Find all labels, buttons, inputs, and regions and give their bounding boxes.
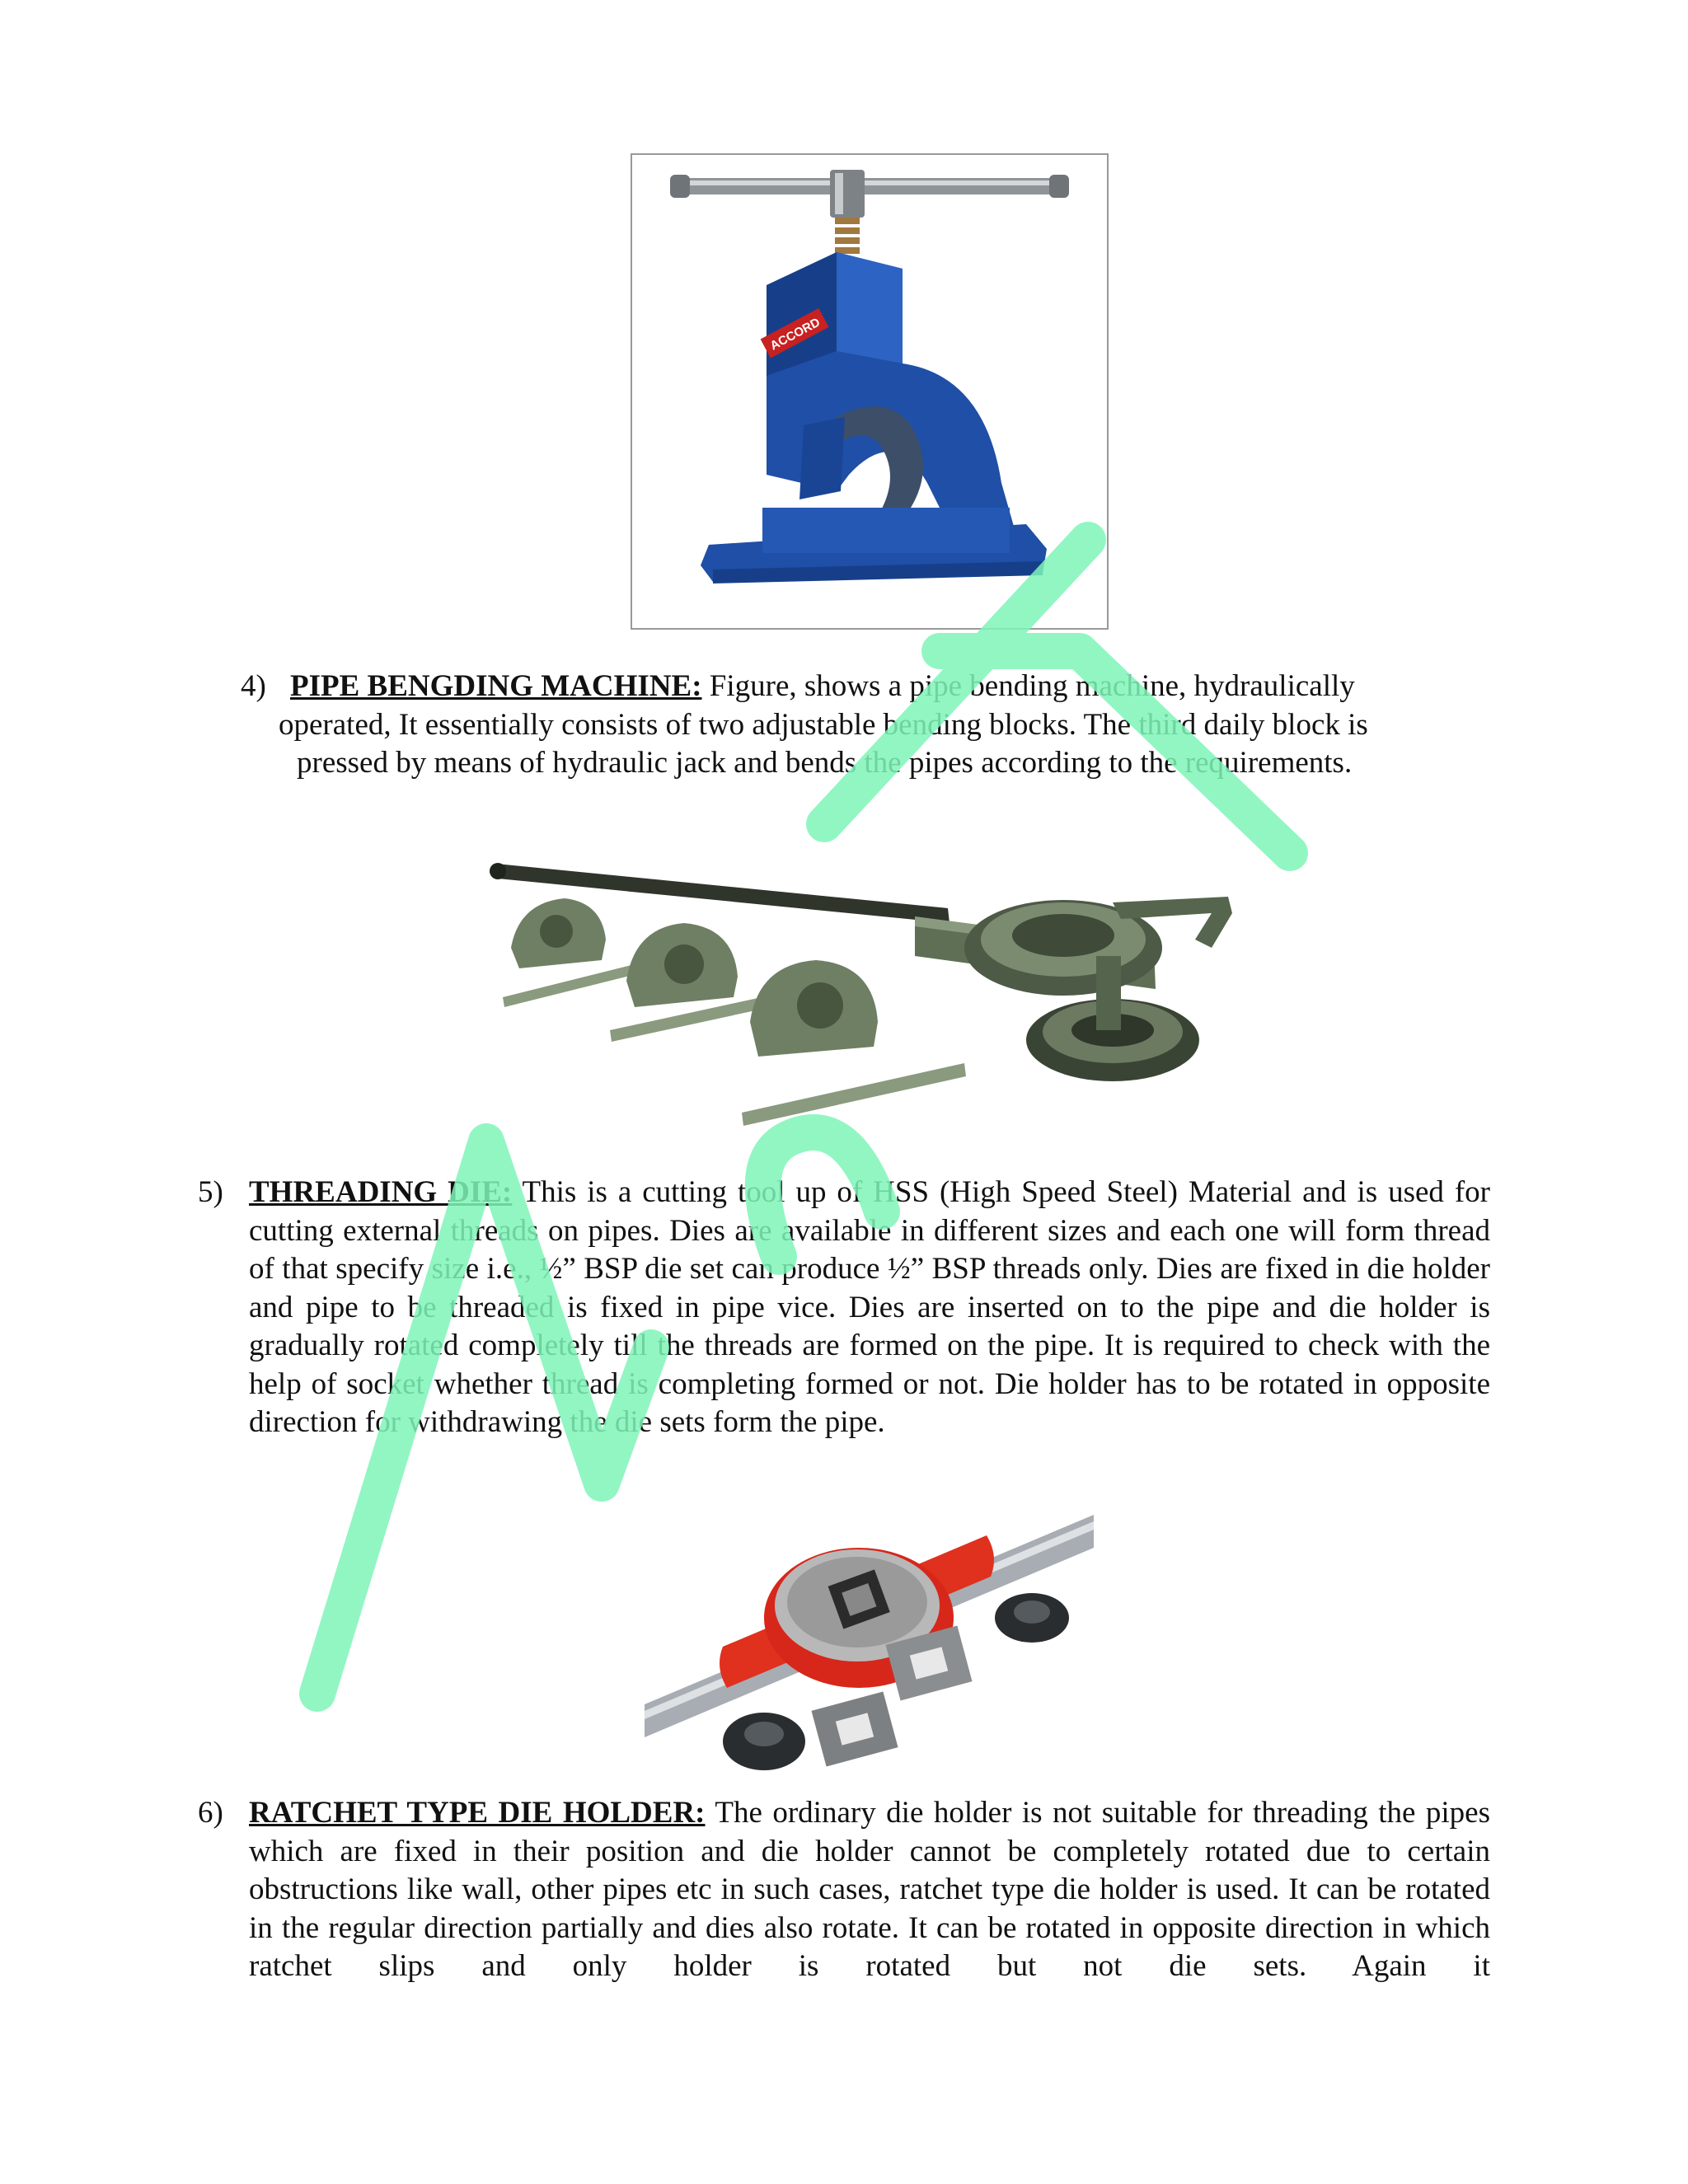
item-number: 6) <box>198 1796 223 1830</box>
item-number: 5) <box>198 1175 223 1209</box>
paragraph-text: The ordinary die holder is not suitable for threading the pipes which are fixed in their position and die holder cannot be completely rotated due to certain obstructions like wall, other pipes etc in such cases, ratchet type die holder is used. It can be rotated in the regular direction partially and dies also rotate. It can be rotated in opposite direction in which ratchet slips and only holder is rotated but not die sets. Again it <box>249 1796 1490 1983</box>
section-ratchet-die-holder <box>198 1794 1490 1986</box>
section-heading: PIPE BENGDING MACHINE: <box>290 669 702 703</box>
section-pipe-bending-machine <box>241 668 1477 783</box>
pipe-vice-figure <box>631 153 1109 630</box>
pipe-bender-figure <box>486 824 1236 1133</box>
item-number: 4) <box>241 669 266 703</box>
die-holder-illustration <box>645 1490 1094 1779</box>
section-heading: THREADING DIE: <box>249 1175 513 1209</box>
paragraph-line: Figure, shows a pipe bending machine, hydraulically <box>709 669 1355 703</box>
paragraph-line: pressed by means of hydraulic jack and bends the pipes according to the requirements. <box>297 746 1353 780</box>
pipe-vice-illustration <box>631 153 1109 630</box>
section-heading: RATCHET TYPE DIE HOLDER: <box>249 1796 706 1830</box>
pipe-bender-illustration <box>486 824 1236 1133</box>
die-holder-figure <box>645 1490 1094 1779</box>
vice-brand-text: ACCORD <box>767 315 823 354</box>
paragraph-line: operated, It essentially consists of two adjustable bending blocks. The third daily block is <box>279 707 1368 742</box>
section-threading-die <box>198 1174 1490 1442</box>
paragraph-text: This is a cutting tool up of HSS (High Speed Steel) Material and is used for cutting external threads on pipes. Dies are available in different sizes and each one will form thread of that specify size i.e., ½” BSP die set can produce ½” BSP threads only. Dies are fixed in die holder and pipe to be threaded is fixed in pipe vice. Dies are inserted on to the pipe and die holder is gradually rotated completely till the threads are formed on the pipe. It is required to check with the help of socket whether thread is completing formed or not. Die holder has to be rotated in opposite direction for withdrawing the die sets form the pipe. <box>249 1175 1490 1439</box>
